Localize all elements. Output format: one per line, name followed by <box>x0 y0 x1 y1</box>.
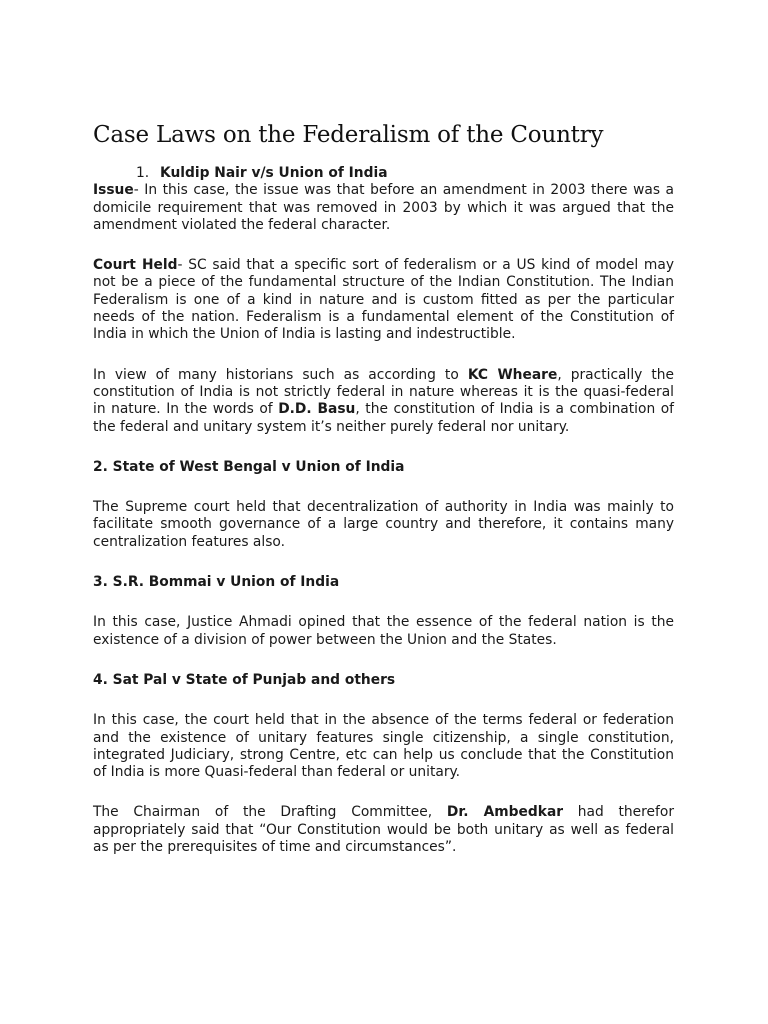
case-1-issue <box>93 182 674 234</box>
spacer <box>93 344 674 367</box>
spacer <box>93 234 674 257</box>
conclusion-text-1: The Chairman of the Drafting Committee, <box>93 804 447 821</box>
case-2-text: The Supreme court held that decentralization of authority in India was mainly to facilitate smooth governance of a large country and therefore, it contains many centralization features also. <box>93 499 674 550</box>
case-1-name: Kuldip Nair v/s Union of India <box>160 165 388 181</box>
conclusion-paragraph <box>93 804 674 856</box>
view-text-3: , the constitution of India is a combination of the federal and unitary system it’s neither purely federal nor unitary. <box>93 401 675 435</box>
historians-view-paragraph <box>93 367 674 436</box>
issue-label: Issue <box>93 182 134 199</box>
page-title: Case Laws on the Federalism of the Country <box>93 122 604 148</box>
dd-basu-name: D.D. Basu <box>278 401 356 418</box>
case-4-heading: 4. Sat Pal v State of Punjab and others <box>93 671 396 688</box>
spacer <box>93 781 674 804</box>
spacer <box>93 689 674 712</box>
case-1-court-held <box>93 257 674 343</box>
issue-text: - In this case, the issue was that before an amendment in 2003 there was a domicile requirement that was removed in 2003 by which it was argued that the amendment violated the federal character. <box>93 182 674 233</box>
document-page <box>93 118 674 856</box>
view-text-1: In view of many historians such as according to <box>93 366 468 383</box>
conclusion-text-2: had therefor appropriately said that “Our Constitution would be both unitary as well as federal as per the prerequisites of time and circumstances”. <box>93 804 674 856</box>
ambedkar-name: Dr. Ambedkar <box>446 804 564 821</box>
case-1-number: 1. <box>136 165 150 181</box>
case-3-text: In this case, Justice Ahmadi opined that the essence of the federal nation is the existence of a division of power between the Union and the States. <box>93 614 674 648</box>
case-2-heading: 2. State of West Bengal v Union of India <box>93 458 405 475</box>
case-1-heading <box>93 165 674 182</box>
court-held-label: Court Held <box>93 257 178 274</box>
spacer <box>93 436 674 459</box>
spacer <box>93 551 674 574</box>
view-text-2: , practically the constitution of India is not strictly federal in nature whereas it is the quasi-federal in nature. In the words of <box>93 366 674 418</box>
case-4-text: In this case, the court held that in the absence of the terms federal or federation and the existence of unitary features single citizenship, a single constitution, integrated Judiciary, strong Centre, etc can help us conclude that the Constitution of India is more Quasi-federal than federal or unitary. <box>93 712 674 781</box>
spacer <box>93 649 674 672</box>
court-held-text: - SC said that a specific sort of federalism or a US kind of model may not be a piece of the fundamental structure of the Indian Constitution. The Indian Federalism is one of a kind in nature and is custom fitted as per the particular needs of the nation. Federalism is a fundamental element of the Constitution of India in which the Union of India is lasting and indestructible. <box>93 257 674 343</box>
spacer <box>93 591 674 614</box>
case-3-heading: 3. S.R. Bommai v Union of India <box>93 574 340 591</box>
kc-wheare-name: KC Wheare <box>467 366 558 383</box>
spacer <box>93 476 674 499</box>
